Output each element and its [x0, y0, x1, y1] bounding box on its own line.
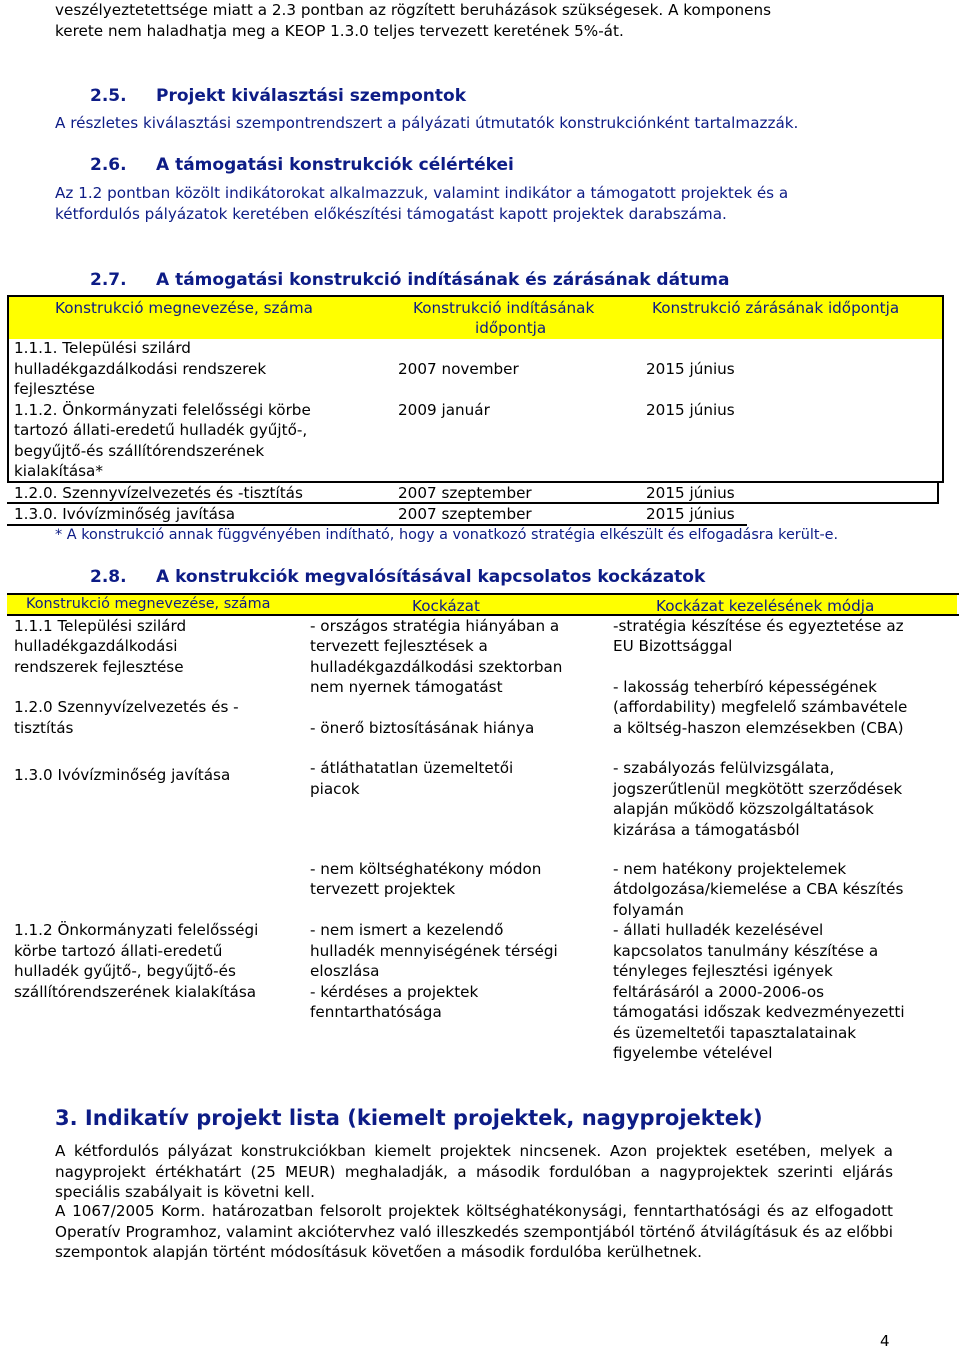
- risk-construction: körbe tartozó állati-eredetű: [14, 942, 223, 960]
- risk-construction: rendszerek fejlesztése: [14, 658, 184, 676]
- risks-header-name: Konstrukció megnevezése, száma: [26, 596, 271, 612]
- table-row-name-line: hulladékgazdálkodási rendszerek: [14, 360, 267, 378]
- risk-construction: hulladék gyűjtő-, begyűjtő-és: [14, 962, 236, 980]
- table-row-name-line: fejlesztése: [14, 380, 95, 398]
- risk-item: - önerő biztosításának hiánya: [310, 719, 535, 737]
- mitigation-item: támogatási időszak kedvezményezetti: [613, 1003, 905, 1021]
- mitigation-item: -stratégia készítése és egyeztetése az: [613, 617, 904, 635]
- mitigation-item: - lakosság teherbíró képességének: [613, 678, 877, 696]
- risk-construction: 1.1.2 Önkormányzati felelősségi: [14, 921, 259, 939]
- table-row-end: 2015 június: [646, 360, 735, 378]
- table-row-name-line: 1.1.1. Települési szilárd: [14, 339, 191, 357]
- table-border: [7, 295, 9, 483]
- table-row-name-line: begyűjtő-és szállítórendszerének: [14, 442, 265, 460]
- risk-item: piacok: [310, 780, 360, 798]
- table-row-start: 2007 szeptember: [398, 505, 532, 523]
- table-row-name-line: 1.3.0. Ivóvízminőség javítása: [14, 505, 236, 523]
- page-number: 4: [880, 1332, 890, 1350]
- section-title: Projekt kiválasztási szempontok: [156, 86, 467, 106]
- mitigation-item: a költség-haszon elemzésekben (CBA): [613, 719, 904, 737]
- section-title: A konstrukciók megvalósításával kapcsolatos kockázatok: [156, 567, 706, 587]
- dates-footnote: * A konstrukció annak függvényében indítható, hogy a vonatkozó stratégia elkészült és elfogadásra került-e.: [55, 527, 839, 543]
- mitigation-item: átdolgozása/kiemelése a CBA készítés: [613, 880, 904, 898]
- mitigation-item: feltárásáról a 2000-2006-os: [613, 983, 825, 1001]
- mitigation-item: jogszerűtlenül megkötött szerződések: [613, 780, 903, 798]
- section-2-6-line-2: kétfordulós pályázatok keretében előkészítési támogatást kapott projektek darabszáma.: [55, 205, 727, 223]
- section-3-paragraph-1: A kétfordulós pályázat konstrukciókban kiemelt projektek nincsenek. Azon projektek esetében, melyek a nagyprojekt értékhatárt (25 MEUR) meghaladják, a második fordulóban a nagyprojektek szerinti eljárás speciális szabályait is követni kell.: [55, 1142, 893, 1201]
- mitigation-item: - szabályozás felülvizsgálata,: [613, 759, 835, 777]
- mitigation-item: alapján működő közszolgáltatások: [613, 800, 874, 818]
- mitigation-item: kizárása a támogatásból: [613, 821, 800, 839]
- section-2-6-heading: [90, 155, 514, 175]
- mitigation-item: EU Bizottsággal: [613, 637, 733, 655]
- table-row-start: 2007 november: [398, 360, 519, 378]
- table-row-name-line: 1.2.0. Szennyvízelvezetés és -tisztítás: [14, 484, 303, 502]
- table-row-name-line: kialakítása*: [14, 462, 103, 480]
- table-row-start: 2009 január: [398, 401, 490, 419]
- risk-item: tervezett fejlesztések a: [310, 637, 488, 655]
- table-border: [937, 481, 939, 504]
- risk-item: - nem költséghatékony módon: [310, 860, 542, 878]
- mitigation-item: és üzemeltetői tapasztalatainak: [613, 1024, 857, 1042]
- mitigation-item: kapcsolatos tanulmány készítése a: [613, 942, 879, 960]
- intro-line-1: veszélyeztetettsége miatt a 2.3 pontban az rögzített beruházások szükségesek. A komponens: [55, 1, 772, 19]
- section-number: 2.7.: [90, 270, 127, 290]
- dates-header-name: Konstrukció megnevezése, száma: [55, 299, 313, 317]
- intro-line-2: kerete nem haladhatja meg a KEOP 1.3.0 teljes tervezett keretének 5%-át.: [55, 22, 624, 40]
- mitigation-item: folyamán: [613, 901, 684, 919]
- dates-header-end: Konstrukció zárásának időpontja: [652, 299, 900, 317]
- mitigation-item: (affordability) megfelelő számbavétele: [613, 698, 908, 716]
- risk-construction: tisztítás: [14, 719, 74, 737]
- risk-item: tervezett projektek: [310, 880, 456, 898]
- section-3-paragraph-2: A 1067/2005 Korm. határozatban felsorolt projektek költséghatékonysági, fenntarthatósági és az elfogadott Operatív Programhoz, valamint akciótervhez való illeszkedés szempontjából történő átvilágításuk és az előbbi szempontok alapján történt módosításuk követően a második fordulóba kerülhetnek.: [55, 1202, 893, 1261]
- dates-header-start: Konstrukció indításának: [413, 299, 595, 317]
- risk-construction: 1.1.1 Települési szilárd: [14, 617, 187, 635]
- table-row-end: 2015 június: [646, 484, 735, 502]
- mitigation-item: - nem hatékony projektelemek: [613, 860, 847, 878]
- risk-item: hulladék mennyiségének térségi: [310, 942, 558, 960]
- risks-header-risk: Kockázat: [412, 597, 480, 615]
- section-title: A támogatási konstrukciók célértékei: [156, 155, 514, 175]
- section-number: 2.8.: [90, 567, 127, 587]
- table-row-name-line: tartozó állati-eredetű hulladék gyűjtő-,: [14, 421, 308, 439]
- risk-item: - országos stratégia hiányában a: [310, 617, 560, 635]
- table-row-name-line: 1.1.2. Önkormányzati felelősségi körbe: [14, 401, 311, 419]
- risk-item: hulladékgazdálkodási szektorban: [310, 658, 563, 676]
- section-2-8-heading: [90, 567, 705, 587]
- risk-item: - átláthatatlan üzemeltetői: [310, 759, 514, 777]
- risk-item: fenntarthatósága: [310, 1003, 442, 1021]
- risk-item: - nem ismert a kezelendő: [310, 921, 504, 939]
- section-2-7-heading: [90, 270, 729, 290]
- section-number: 2.5.: [90, 86, 127, 106]
- risk-construction: hulladékgazdálkodási: [14, 637, 178, 655]
- section-3-heading: 3. Indikatív projekt lista (kiemelt projektek, nagyprojektek): [55, 1106, 763, 1130]
- section-title: A támogatási konstrukció indításának és zárásának dátuma: [156, 270, 730, 290]
- table-row-end: 2015 június: [646, 505, 735, 523]
- risk-item: - kérdéses a projektek: [310, 983, 479, 1001]
- mitigation-item: tényleges fejlesztési igények: [613, 962, 833, 980]
- table-border: [942, 295, 944, 483]
- dates-header-start-2: időpontja: [475, 319, 547, 337]
- section-2-6-line-1: Az 1.2 pontban közölt indikátorokat alkalmazzuk, valamint indikátor a támogatott projektek és a: [55, 184, 789, 202]
- section-2-5-text: A részletes kiválasztási szempontrendszert a pályázati útmutatók konstrukciónként tartalmazzák.: [55, 114, 799, 132]
- risk-item: nem nyernek támogatást: [310, 678, 503, 696]
- mitigation-item: figyelembe vételével: [613, 1044, 773, 1062]
- table-border: [7, 295, 944, 297]
- section-number: 2.6.: [90, 155, 127, 175]
- risk-construction: szállítórendszerének kialakítása: [14, 983, 257, 1001]
- table-row-start: 2007 szeptember: [398, 484, 532, 502]
- mitigation-item: - állati hulladék kezelésével: [613, 921, 824, 939]
- table-row-end: 2015 június: [646, 401, 735, 419]
- risk-construction: 1.3.0 Ivóvízminőség javítása: [14, 766, 231, 784]
- section-2-5-heading: [90, 86, 466, 106]
- risk-item: eloszlása: [310, 962, 380, 980]
- risk-construction: 1.2.0 Szennyvízelvezetés és -: [14, 698, 239, 716]
- risks-header-mitigation: Kockázat kezelésének módja: [656, 597, 875, 615]
